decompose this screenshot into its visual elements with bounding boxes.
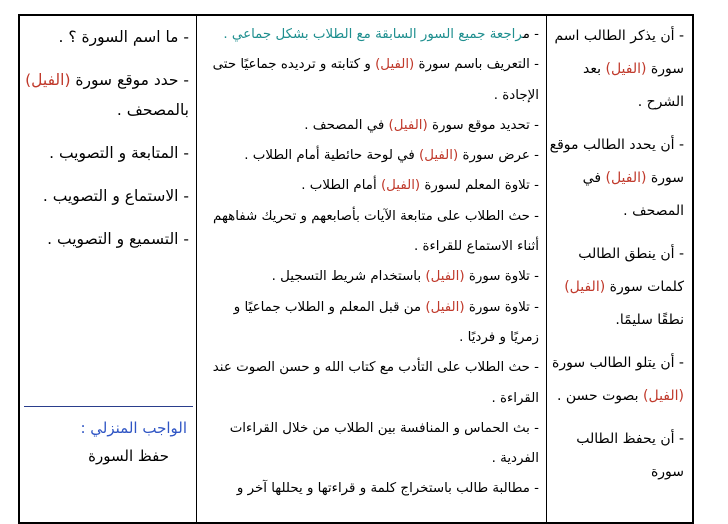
procedure-item: - تلاوة سورة (الفيل) من قبل المعلم و الطلاب جماعيًا و زمريًا و فرديًا . bbox=[233, 299, 539, 345]
procedure-item: - بث الحماس و المنافسة بين الطلاب من خلال القراءات الفردية . bbox=[229, 420, 539, 467]
procedure-item: - تحديد موقع سورة (الفيل) في المصحف . bbox=[304, 117, 539, 133]
lesson-plan-table bbox=[18, 14, 694, 524]
evaluation-item: - حدد موقع سورة (الفيل) بالمصحف . bbox=[25, 71, 189, 119]
objective-item: - أن يحفظ الطالب سورة bbox=[576, 431, 684, 480]
evaluation-column bbox=[18, 16, 195, 465]
objective-item: - أن ينطق الطالب كلمات سورة (الفيل) نطقًا سليمًا. bbox=[564, 246, 684, 328]
homework-title: الواجب المنزلي : bbox=[80, 419, 187, 437]
objective-item: - أن يحدد الطالب موقع سورة (الفيل) في المصحف . bbox=[549, 137, 684, 219]
procedure-item: - مراجعة جميع السور السابقة مع الطلاب بشكل جماعي . bbox=[223, 27, 539, 42]
homework-divider bbox=[24, 406, 193, 407]
objectives-column bbox=[547, 16, 692, 499]
evaluation-item: - الاستماع و التصويب . bbox=[42, 187, 189, 205]
procedures-column bbox=[197, 16, 545, 505]
procedure-item: - التعريف باسم سورة (الفيل) و كتابته و ترديده جماعيًا حتى الإجادة . bbox=[212, 57, 539, 103]
objective-item: - أن يذكر الطالب اسم سورة (الفيل) بعد الشرح . bbox=[554, 28, 684, 110]
procedure-item: - عرض سورة (الفيل) في لوحة حائطية أمام الطلاب . bbox=[244, 148, 539, 164]
procedure-item: - تلاوة سورة (الفيل) باستخدام شريط التسجيل . bbox=[271, 269, 539, 285]
objective-item: - أن يتلو الطالب سورة (الفيل) بصوت حسن . bbox=[552, 355, 684, 404]
homework-box bbox=[24, 414, 187, 470]
procedure-item: - تلاوة المعلم لسورة (الفيل) أمام الطلاب . bbox=[301, 178, 539, 194]
homework-text: حفظ السورة bbox=[88, 447, 169, 465]
evaluation-item: - ما اسم السورة ؟ . bbox=[58, 28, 189, 46]
evaluation-item: - المتابعة و التصويب . bbox=[49, 144, 189, 162]
procedure-item: - حث الطلاب على متابعة الآيات بأصابعهم و تحريك شفاههم أثناء الاستماع للقراءة . bbox=[213, 208, 539, 255]
procedure-item: - مطالبة طالب باستخراج كلمة و قراءتها و يحللها آخر و bbox=[236, 481, 539, 497]
evaluation-item: - التسميع و التصويب . bbox=[47, 230, 189, 248]
procedure-item: - حث الطلاب على التأدب مع كتاب الله و حسن الصوت عند القراءة . bbox=[212, 360, 539, 406]
